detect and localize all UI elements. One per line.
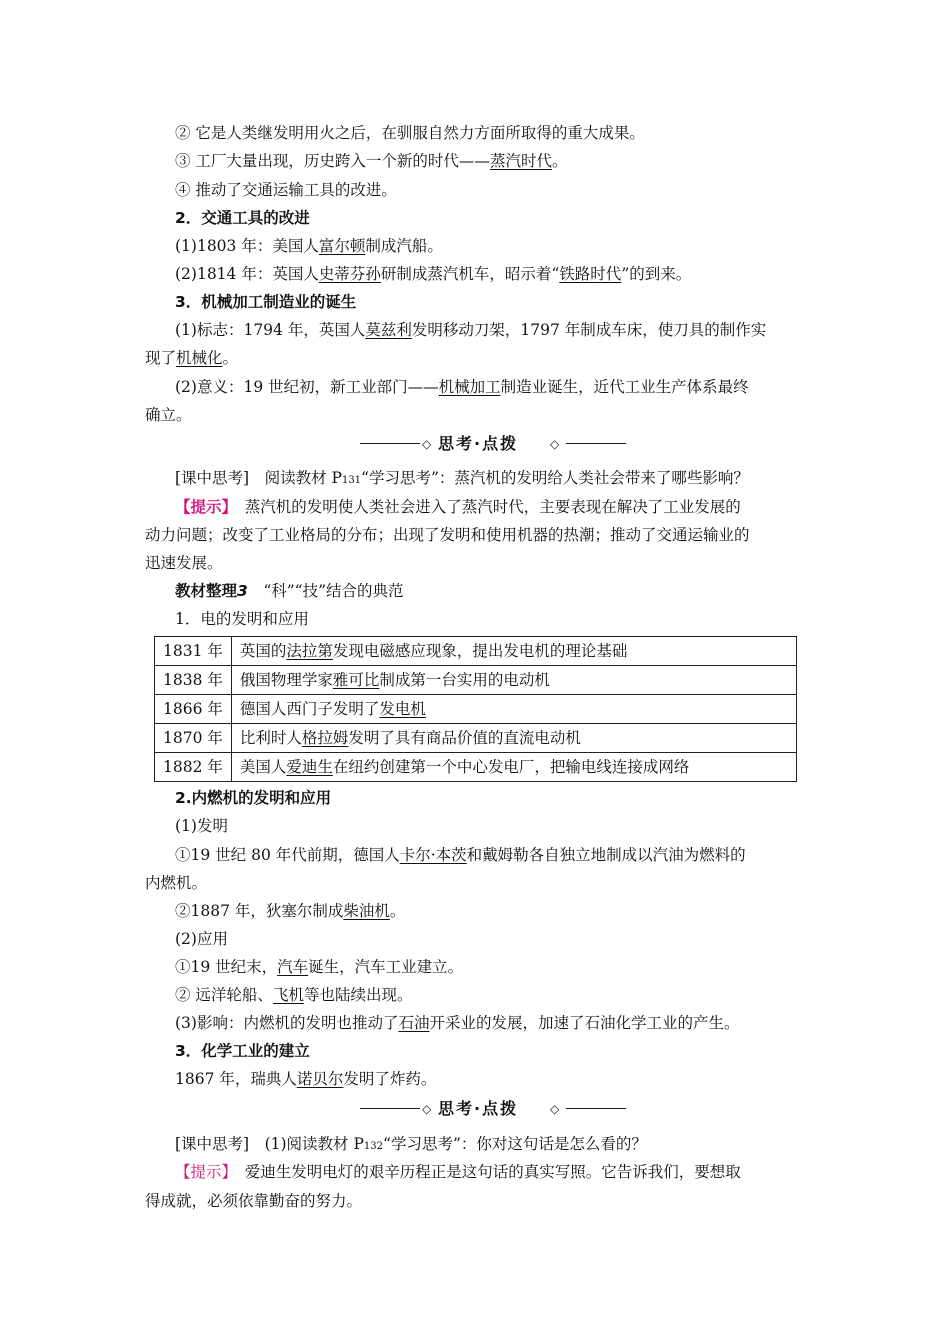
text-line: (2)应用: [175, 930, 228, 948]
text-line: 迅速发展。: [145, 554, 223, 572]
text-line: 内燃机。: [145, 874, 208, 892]
text-line: ④ 推动了交通运输工具的改进。: [175, 181, 397, 199]
underlined-term: 蒸汽时代: [489, 152, 552, 170]
underlined-term: 史蒂芬孙: [318, 265, 381, 283]
section-heading: 2.内燃机的发明和应用: [175, 789, 332, 807]
divider: [566, 443, 626, 444]
year-cell: 1831 年: [155, 637, 232, 666]
text-line: (3)影响：内燃机的发明也推动了石油开采业的发展，加速了石油化学工业的产生。: [175, 1014, 740, 1032]
hint-label: 【提示】: [175, 497, 230, 516]
year-cell: 1870 年: [155, 724, 232, 753]
table-row: [155, 724, 797, 753]
text-line: 得成就，必须依靠勤奋的努力。: [145, 1192, 363, 1210]
text-line: 现了机械化。: [145, 349, 239, 367]
text-line: ①19 世纪末，汽车诞生，汽车工业建立。: [175, 958, 464, 976]
section-heading: 3．化学工业的建立: [175, 1042, 310, 1060]
divider: [360, 1108, 420, 1109]
underlined-term: 诺贝尔: [296, 1070, 344, 1088]
think-guide-header: [360, 1098, 626, 1120]
event-cell: 俄国物理学家雅可比制成第一台实用的电动机: [231, 666, 796, 695]
year-cell: 1866 年: [155, 695, 232, 724]
table-row: [155, 695, 797, 724]
year-cell: 1882 年: [155, 753, 232, 782]
section-heading: 3．机械加工制造业的诞生: [175, 293, 357, 311]
text-line: ② 远洋轮船、飞机等也陆续出现。: [175, 986, 413, 1004]
underlined-term: 机械加工: [438, 378, 501, 396]
underlined-term: 雅可比: [332, 671, 380, 689]
text-line: ② 它是人类继发明用火之后，在驯服自然力方面所取得的重大成果。: [175, 124, 645, 142]
underlined-term: 发电机: [379, 700, 426, 718]
text-line: 动力问题；改变了工业格局的分布；出现了发明和使用机器的热潮；推动了交通运输业的: [145, 526, 750, 544]
table-row: [155, 666, 797, 695]
diamond-icon: ◇: [550, 1102, 560, 1116]
diamond-icon: ◇: [422, 1102, 432, 1116]
underlined-term: 爱迪生: [286, 758, 333, 776]
text-line: [课中思考] 阅读教材 P131“学习思考”：蒸汽机的发明给人类社会带来了哪些影响？: [175, 469, 749, 487]
text-line: 确立。: [145, 406, 192, 424]
text-line: 【提示】 蒸汽机的发明使人类社会进入了蒸汽时代，主要表现在解决了工业发展的: [175, 497, 741, 516]
text-line: [课中思考] (1)阅读教材 P132“学习思考”：你对这句话是怎么看的？: [175, 1135, 647, 1153]
text-line: ③ 工厂大量出现，历史跨入一个新的时代——蒸汽时代。: [175, 152, 568, 170]
underlined-term: 富尔顿: [318, 237, 366, 255]
underlined-term: 飞机: [272, 986, 304, 1004]
text-line: 1．电的发明和应用: [175, 610, 309, 628]
event-cell: 德国人西门子发明了发电机: [231, 695, 796, 724]
event-cell: 比利时人格拉姆发明了具有商品价值的直流电动机: [231, 724, 796, 753]
table-row: [155, 753, 797, 782]
think-guide-header: [360, 433, 626, 455]
diamond-icon: ◇: [550, 437, 560, 451]
header-title: 思考·点拨: [438, 1099, 519, 1118]
underlined-term: 汽车: [277, 958, 309, 976]
text-line: (2)意义：19 世纪初，新工业部门——机械加工制造业诞生，近代工业生产体系最终: [175, 378, 749, 396]
year-cell: 1838 年: [155, 666, 232, 695]
event-cell: 英国的法拉第发现电磁感应现象，提出发电机的理论基础: [231, 637, 796, 666]
event-cell: 美国人爱迪生在纽约创建第一个中心发电厂，把输电线连接成网络: [231, 753, 796, 782]
text-line: (1)1803 年：美国人富尔顿制成汽船。: [175, 237, 443, 255]
diamond-icon: ◇: [422, 437, 432, 451]
underlined-term: 莫兹利: [365, 321, 412, 339]
underlined-term: 柴油机: [343, 902, 390, 920]
invention-table: [154, 636, 797, 782]
divider: [360, 443, 420, 444]
text-line: 【提示】 爱迪生发明电灯的艰辛历程正是这句话的真实写照。它告诉我们，要想取: [175, 1163, 741, 1181]
text-line: (1)标志：1794 年，英国人莫兹利发明移动刀架，1797 年制成车床，使刀具的制作实: [175, 321, 767, 339]
underlined-term: 卡尔·本茨: [399, 846, 467, 864]
underlined-term: 铁路时代: [559, 265, 622, 283]
hint-label: 【提示】: [175, 1163, 230, 1181]
underlined-term: 格拉姆: [301, 729, 349, 747]
text-line: 1867 年，瑞典人诺贝尔发明了炸药。: [175, 1070, 437, 1088]
underlined-term: 法拉第: [286, 642, 333, 660]
section-heading: 教材整理3 “科”“技”结合的典范: [175, 582, 404, 600]
header-title: 思考·点拨: [438, 434, 519, 453]
text-line: (1)发明: [175, 817, 228, 835]
text-line: ①19 世纪 80 年代前期，德国人卡尔·本茨和戴姆勒各自独立地制成以汽油为燃料的: [175, 846, 746, 864]
divider: [566, 1108, 626, 1109]
underlined-term: 机械化: [176, 349, 223, 367]
section-heading: 2．交通工具的改进: [175, 209, 310, 227]
text-line: ②1887 年，狄塞尔制成柴油机。: [175, 902, 406, 920]
underlined-term: 石油: [398, 1014, 430, 1032]
table-row: [155, 637, 797, 666]
text-line: (2)1814 年：英国人史蒂芬孙研制成蒸汽机车，昭示着“铁路时代”的到来。: [175, 265, 692, 283]
